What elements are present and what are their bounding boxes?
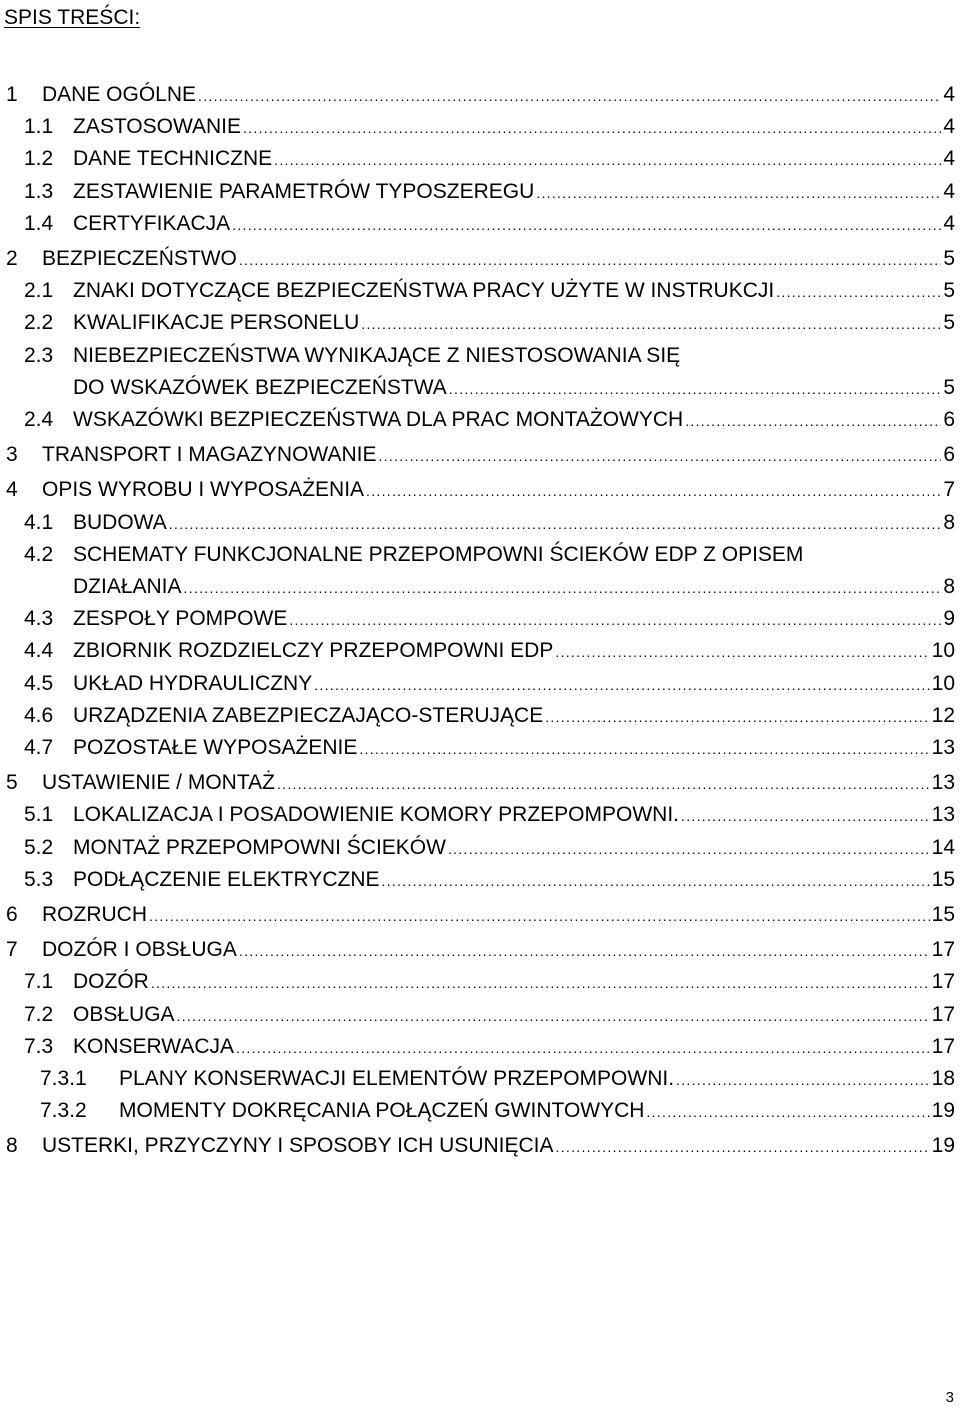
toc-entry[interactable] (0, 80, 955, 110)
toc-entry-page: 4 (943, 83, 955, 106)
toc-entry-page: 7 (943, 478, 955, 502)
toc-entry-number: 7.2 (24, 1002, 54, 1026)
dot-leader (378, 440, 941, 471)
toc-entry-number: 4.4 (24, 639, 54, 663)
toc-entry-page: 13 (931, 771, 955, 795)
toc-entry-title: PODŁĄCZENIE ELEKTRYCZNE (73, 867, 380, 891)
toc-entry[interactable] (0, 1032, 955, 1062)
toc-entry[interactable] (0, 833, 955, 863)
toc-entry-page: 8 (943, 510, 955, 534)
dot-leader (448, 833, 930, 864)
toc-entry-title: TRANSPORT I MAGAZYNOWANIE (42, 443, 377, 467)
dot-leader (545, 701, 929, 732)
toc-entry-title: PLANY KONSERWACJI ELEMENTÓW PRZEPOMPOWNI. (119, 1067, 675, 1090)
toc-entry-page: 4 (943, 147, 955, 171)
dot-leader (361, 308, 941, 339)
toc-entry[interactable] (0, 341, 955, 371)
toc-entry-title: USTERKI, PRZYCZYNY I SPOSOBY ICH USUNIĘCIA (42, 1134, 554, 1158)
dot-leader (151, 967, 930, 998)
toc-entry-number: 7.3.2 (40, 1099, 87, 1123)
toc-entry-title: OPIS WYROBU I WYPOSAŻENIA (42, 478, 365, 502)
toc-entry-title: MOMENTY DOKRĘCANIA POŁĄCZEŃ GWINTOWYCH (119, 1099, 645, 1123)
toc-entry-title: UKŁAD HYDRAULICZNY (73, 671, 313, 695)
toc-entry[interactable] (0, 900, 955, 930)
toc-entry[interactable] (0, 308, 955, 338)
toc-entry[interactable] (0, 276, 955, 306)
toc-entry-page: 17 (931, 970, 955, 994)
toc-entry-title: LOKALIZACJA I POSADOWIENIE KOMORY PRZEPOMPOWNI. (73, 803, 680, 827)
toc-entry-title: MONTAŻ PRZEPOMPOWNI ŚCIEKÓW (73, 835, 446, 859)
toc-entry-title: KWALIFIKACJE PERSONELU (73, 311, 360, 335)
toc-entry-number: 2.1 (24, 279, 54, 303)
dot-leader (536, 177, 941, 208)
dot-leader (681, 800, 930, 831)
toc-entry-number: 1 (6, 83, 18, 106)
toc-entry[interactable] (0, 440, 955, 470)
toc-entry[interactable] (0, 669, 955, 699)
toc-entry[interactable] (0, 967, 955, 997)
dot-leader (236, 1032, 930, 1063)
toc-entry-page: 4 (943, 179, 955, 203)
toc-entry-title-continued: DZIAŁANIA (73, 575, 182, 598)
toc-entry-title: ZBIORNIK ROZDZIELCZY PRZEPOMPOWNI EDP (73, 639, 554, 663)
toc-entry-title: WSKAZÓWKI BEZPIECZEŃSTWA DLA PRAC MONTAŻOWYCH (73, 408, 684, 431)
toc-entry[interactable] (0, 636, 955, 666)
toc-entry-page: 5 (943, 279, 955, 303)
dot-leader (177, 1000, 930, 1031)
dot-leader (646, 1096, 929, 1127)
dot-leader (776, 276, 941, 307)
dot-leader (556, 1131, 930, 1162)
toc-entry-continuation[interactable] (0, 373, 955, 403)
toc-entry-number: 4.2 (24, 542, 54, 566)
toc-entry-number: 7.3.1 (40, 1067, 87, 1090)
toc-entry-page: 4 (943, 211, 955, 235)
toc-entry-page: 9 (943, 607, 955, 631)
toc-entry-page: 17 (931, 1034, 955, 1058)
toc-entry-page: 17 (931, 1002, 955, 1026)
toc-entry-title: NIEBEZPIECZEŃSTWA WYNIKAJĄCE Z NIESTOSOWANIA SIĘ (73, 343, 681, 367)
toc-entry-number: 4.6 (24, 703, 54, 727)
toc-entry[interactable] (0, 701, 955, 731)
toc-entry[interactable] (0, 112, 955, 142)
toc-entry-title-continued: DO WSKAZÓWEK BEZPIECZEŃSTWA (73, 375, 447, 399)
dot-leader (149, 900, 930, 931)
toc-entry[interactable] (0, 733, 955, 763)
toc-entry-number: 8 (6, 1134, 18, 1158)
toc-entry-page: 5 (943, 311, 955, 335)
toc-entry-title: URZĄDZENIA ZABEZPIECZAJĄCO-STERUJĄCE (73, 703, 544, 727)
toc-entry-title: USTAWIENIE / MONTAŻ (42, 771, 275, 795)
toc-entry-title: ZNAKI DOTYCZĄCE BEZPIECZEŃSTWA PRACY UŻYTE W INSTRUKCJI (73, 279, 775, 303)
toc-entry-number: 4.3 (24, 607, 54, 631)
toc-entry-title: ZASTOSOWANIE (73, 115, 242, 139)
toc-entry-number: 7.3 (24, 1034, 54, 1058)
dot-leader (685, 405, 941, 436)
toc-entry-page: 6 (943, 408, 955, 431)
toc-entry-number: 4 (6, 478, 18, 502)
toc-entry-page: 4 (943, 115, 955, 139)
toc-entry-page: 10 (931, 671, 955, 695)
toc-entry-page: 15 (931, 867, 955, 891)
toc-entry[interactable] (0, 144, 955, 174)
toc-entry[interactable] (0, 1131, 955, 1161)
toc-entry-page: 12 (931, 703, 955, 727)
toc-entry[interactable] (0, 1000, 955, 1030)
toc-entry[interactable] (0, 935, 955, 965)
toc-entry[interactable] (0, 1064, 955, 1094)
page-number: 3 (945, 1389, 954, 1406)
toc-title: SPIS TREŚCI: (4, 6, 141, 29)
toc-entry-page: 19 (931, 1134, 955, 1158)
toc-entry[interactable] (0, 540, 955, 570)
toc-entry-title: KONSERWACJA (73, 1034, 235, 1058)
toc-entry-number: 1.3 (24, 179, 54, 203)
toc-entry-number: 4.5 (24, 671, 54, 695)
dot-leader (314, 669, 929, 700)
toc-entry[interactable] (0, 800, 955, 830)
toc-entry-page: 13 (931, 736, 955, 759)
dot-leader (274, 144, 941, 175)
toc-entry-page: 5 (943, 375, 955, 399)
toc-entry[interactable] (0, 475, 955, 505)
toc-entry-number: 2.2 (24, 311, 54, 335)
toc-entry-number: 7 (6, 938, 18, 962)
toc-entry-number: 2.4 (24, 408, 54, 431)
toc-entry-page: 17 (931, 938, 955, 962)
dot-leader (382, 865, 930, 896)
dot-leader (289, 604, 941, 635)
toc-entry[interactable] (0, 768, 955, 798)
dot-leader (277, 768, 930, 799)
toc-entry-page: 19 (931, 1099, 955, 1123)
dot-leader (555, 636, 929, 667)
dot-leader (243, 112, 941, 143)
toc-entry-page: 5 (943, 247, 955, 270)
toc-entry-page: 15 (931, 903, 955, 926)
toc-entry-title: OBSŁUGA (73, 1002, 175, 1026)
toc-entry-continuation[interactable] (0, 572, 955, 602)
toc-entry[interactable] (0, 209, 955, 239)
toc-entry-title: ROZRUCH (42, 903, 147, 926)
toc-entry-title: SCHEMATY FUNKCJONALNE PRZEPOMPOWNI ŚCIEKÓW EDP Z OPISEM (73, 542, 804, 566)
dot-leader (169, 508, 941, 539)
toc-entry-number: 4.7 (24, 736, 54, 759)
dot-leader (366, 475, 941, 506)
toc-entry-number: 7.1 (24, 970, 54, 994)
dot-leader (232, 209, 941, 240)
toc-entry-page: 13 (931, 803, 955, 827)
toc-entry[interactable] (0, 177, 955, 207)
toc-entry-title: ZESTAWIENIE PARAMETRÓW TYPOSZEREGU (73, 179, 535, 203)
dot-leader (359, 733, 929, 764)
toc-entry-title: BUDOWA (73, 510, 167, 534)
toc-entry[interactable] (0, 244, 955, 274)
toc-entry-page: 14 (931, 835, 955, 859)
toc-entry-page: 8 (943, 575, 955, 598)
toc-entry-number: 5.3 (24, 867, 54, 891)
toc-entry-number: 4.1 (24, 510, 54, 534)
toc-entry[interactable] (0, 865, 955, 895)
toc-entry-page: 10 (931, 639, 955, 663)
dot-leader (239, 935, 930, 966)
toc-entry[interactable] (0, 405, 955, 435)
toc-entry-number: 2.3 (24, 343, 54, 367)
dot-leader (184, 572, 941, 603)
toc-entry-title: CERTYFIKACJA (73, 211, 231, 235)
dot-leader (239, 244, 941, 275)
toc-entry-number: 6 (6, 903, 18, 926)
toc-entry-title: ZESPOŁY POMPOWE (73, 607, 288, 631)
dot-leader (198, 80, 941, 111)
toc-entry-title: DANE OGÓLNE (42, 83, 197, 106)
toc-entry[interactable] (0, 1096, 955, 1126)
toc-entry-number: 5.1 (24, 803, 54, 827)
toc-entry-number: 5.2 (24, 835, 54, 859)
dot-leader (449, 373, 941, 404)
toc-entry-title: POZOSTAŁE WYPOSAŻENIE (73, 736, 358, 759)
toc-entry-number: 1.4 (24, 211, 54, 235)
dot-leader (676, 1064, 930, 1095)
toc-entry-page: 6 (943, 443, 955, 467)
toc-entry[interactable] (0, 604, 955, 634)
toc-entry-page: 18 (931, 1067, 955, 1090)
toc-entry-number: 5 (6, 771, 18, 795)
toc-entry[interactable] (0, 508, 955, 538)
toc-entry-number: 2 (6, 247, 18, 270)
toc-entry-title: DOZÓR I OBSŁUGA (42, 938, 237, 962)
toc-entry-title: BEZPIECZEŃSTWO (42, 247, 237, 270)
toc-entry-number: 3 (6, 443, 18, 467)
toc-entry-title: DANE TECHNICZNE (73, 147, 273, 171)
toc-entry-number: 1.2 (24, 147, 54, 171)
toc-entry-number: 1.1 (24, 115, 54, 139)
toc-entry-title: DOZÓR (73, 970, 149, 994)
